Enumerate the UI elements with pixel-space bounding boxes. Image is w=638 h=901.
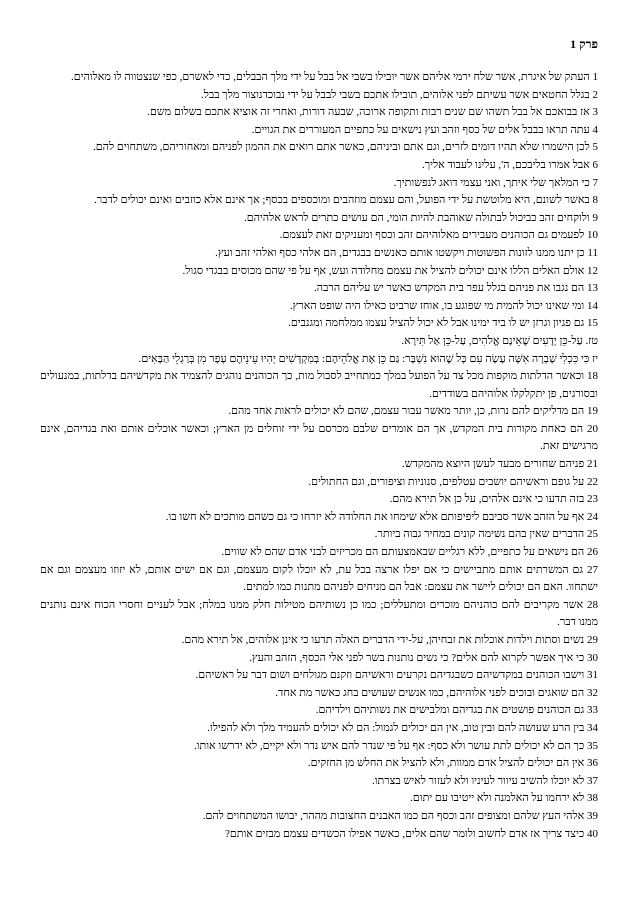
verse-number: 7 [592,176,598,189]
verse-text: עתה תראו בבבל אלים של כסף וזהב ועץ נישאים על כתפיים המעוררים את הגויים. [251,123,590,136]
verse-number: 6 [592,158,598,171]
verse-number: 19 [587,405,598,418]
verse-text: בין הרע שעושה להם ובין טוב, אין הם יכולים לגמול: הם לא יכולים להעמיד מלך ולא להפילו. [207,721,585,734]
verse [40,351,598,369]
verse-text: גם המשרתים אותם מתביישים כי אם יפלו ארצה בכל עת, לא יוכלו לקום מעצמם, וגם אם ישים אותם, לא יזוזו מעצמם וגם אם ישתחוו. האם הם יכולים ליישר את עצמם: אבל הם מניחים לפניהם מתנות כמו למתים. [40,563,598,594]
verse-number: 31 [587,669,598,682]
verse-text: גם הכוהנים פושטים את בגדיהם ומלבישים את נשותיהם וילדיהם. [315,704,585,717]
verse [40,738,598,756]
verse [40,456,598,474]
verse-number: 3 [592,106,598,119]
verse [40,632,598,650]
verse [40,526,598,544]
verse [40,491,598,509]
verse-number: 24 [587,510,598,523]
verse-number: 37 [587,774,598,787]
verse-list [40,69,598,843]
verse [40,210,598,228]
verse-text: בגלל החטאים אשר עשיתם לפני אלוהים, תובילו אתכם בשבי לבבל על ידי נבוכדנוצור מלך בבל. [201,88,590,101]
verse-number: 20 [587,422,598,435]
verse-number: 23 [587,493,598,506]
verse-text: כן יתנו ממנו לזונות הפשוטות ויקשטו אותם כאנשים בבגדים, הם אלהי כסף ואלהי זהב ועץ. [215,246,585,259]
verse-text: הם מדליקים להם נרות, כן, יותר מאשר עבור עצמם, שהם לא יכולים לראות אחד מהם. [228,405,585,418]
verse [40,544,598,562]
verse-text: אבל אמרו בליבכם, ה', עלינו לעבוד אליך. [421,158,590,171]
verse [40,280,598,298]
verse [40,685,598,703]
verse-number: 28 [587,598,599,611]
verse-number: 5 [592,141,598,154]
verse-text: הם שואגים ובוכים לפני אלוהיהם, כמו אנשים שעושים בחג כאשר מת אחד. [275,686,585,699]
verse-number: 38 [587,792,598,805]
verse [40,773,598,791]
verse-number: 32 [587,686,598,699]
verse-text: אז בבואכם אל בבל תשהו שם שנים רבות ותקופה ארוכה, שבעה דורות, ואחרי זה אוציא אתכם בשלום משם. [147,106,590,119]
verse-number: 29 [587,634,598,646]
verse-text: כי המלאך שלי איתך, ואני עצמי דואג לנפשותיך. [393,176,590,189]
verse-text: הם נגבו את פניהם בגלל עפר בית המקדש כאשר יש עליהם הרבה. [314,282,585,295]
verse-number: יז [592,352,598,365]
verse [40,333,598,351]
verse [40,790,598,808]
verse [40,403,598,421]
verse-number: 40 [587,827,598,840]
verse [40,562,598,597]
verse [40,421,598,456]
verse-number: 21 [587,458,598,471]
verse [40,104,598,122]
verse-text: כיצד צריך אז אדם לחשוב ולומר שהם אלים, כאשר אפילו הכשדים עצמם מבזים אותם? [225,827,585,840]
verse [40,175,598,193]
verse [40,245,598,263]
verse-number: 1 [592,71,598,83]
verse-number: 15 [587,317,598,330]
verse-number: 11 [587,246,598,259]
verse-text: וכאשר הדלתות מוקפות מכל צד על הפועל במלך כמתחייב לסבול מות, כך הכוהנים נוהגים להצמיד את מקדשיהם בדלתות, במנעולים ובסורגים, פן יתקלקלו אלוהיהם בשודדים. [40,370,598,400]
verse-number: 18 [587,370,599,383]
verse-text: אין הם יכולים להציל אדם ממוות, ולא להציל את החלש מן החזקים. [307,757,585,770]
verse [40,702,598,720]
verse-text: אלהי העץ שלהם ומצופים זהב וכסף הם כמו האבנים החצובות מההר, יבושו המשתחוים להם. [202,809,585,822]
verse-text: כִּי כִּכְלִי שָׁבְרָה אִשָּׁה עָשָׂה עִם כָּל שֶׁהוּא נִשְׁבָּר: גַּם כֵּן אֶת אֱלֹהֵיהֶם: בְּמִקְדָּשִׁים יְהִיוּ עֵינֵיהֶם עָפָר מִן בְּרַגְלֵי הַבָּאִים. [138,352,590,365]
verse-number: 12 [587,264,598,277]
verse-text: פניהם שחורים מבעד לעשן היוצא מהמקדש. [402,458,585,471]
verse [40,227,598,245]
verse-text: כי איך אפשר לקרוא להם אלים? כי נשים נותנות בשר לפני אלי הכסף, הזהב והעץ. [249,651,585,664]
verse [40,474,598,492]
verse-text: העתק של איגרת, אשר שלח ירמי אליהם אשר יובילו בשבי אל בבל על ידי מלך הבבלים, כדי לאשרם, כפי שנצטווה לו מאלוהים. [70,71,590,83]
verse-number: טז. [585,334,598,347]
verse [40,650,598,668]
verse-number: 2 [592,88,598,101]
verse-text: ולוקחים זהב כביכול לבתולה שאוהבת להיות הומי, הם עושים כתרים לראש אלהיהם. [243,211,590,224]
verse [40,826,598,844]
verse [40,157,598,175]
verse [40,667,598,685]
verse [40,192,598,210]
verse [40,368,598,403]
verse [40,315,598,333]
verse-text: אולם האלים הללו אינם יכולים להציל את עצמם מחלודה ועש, אף על פי שהם מכוסים בבגדי סגול. [182,264,585,277]
verse-text: גם פגיון וגרזן יש לו ביד ימינו אבל לא יכול להציל עצמו ממלחמה ומגנבים. [288,317,585,330]
chapter-title: פרק 1 [570,37,598,51]
verse [40,263,598,281]
verse [40,139,598,157]
verse-text: לפעמים גם הכוהנים מעבירים מאלוהיהם זהב וכסף ומעניקים זאת לעצמם. [279,229,585,242]
verse-number: 34 [587,721,598,734]
verse-text: באשר לשונם, היא מלוטשת על ידי הפועל, והם עצמם מוזהבים ומוכספים בכסף; אך אינם אלא כוזבים ואינם יכולים לדבר. [93,194,590,207]
verse-text: ומי שאינו יכול להמית מי שפוגע בו, אוחז שרביט כאילו היה שופט הארץ. [289,299,585,312]
verse-number: 13 [587,282,598,295]
verse [40,298,598,316]
verse-number: 8 [592,194,598,207]
verse-text: על גופם וראשיהם יושבים עטלפים, סנוניות וציפורים, וגם החתולים. [308,475,585,488]
verse-number: 33 [587,704,598,717]
verse-number: 26 [587,546,598,559]
verse-text: עַל-כֵּן יְדָעִים שֶׁאֵינָם אֱלֹהִים, עַל-כֵּן אַל תִּירָא. [401,334,583,347]
verse-number: 35 [587,739,598,752]
verse-text: הדברים שאין בהם נשימה קונים במחיר גבוה ביותר. [374,528,585,541]
verse [40,808,598,826]
verse-text: אשר מקריבים להם כוהניהם מוכרים ומתעללים; כמו כן נשותיהם מטילות חלק ממנו במלח; אבל לעניים וחסרי הכוח אינם נותנים ממנו דבר. [40,598,598,629]
verse-text: כך הם לא יכולים לתת עושר ולא כסף: אף על פי שנדר להם איש נדר ולא יקיים, לא ידרשו אותו. [193,739,585,752]
verse-number: 4 [592,123,598,136]
verse-text: הם כאחת מקורות בית המקדש, אך הם אומרים שלבם מכרסם על ידי זוחלים מן הארץ; וכאשר אוכלים אותם ואת בגדיהם, אינם מרגישים זאת. [40,422,598,453]
verse [40,755,598,773]
verse-number: 30 [587,651,598,664]
verse-number: 25 [587,528,598,541]
verse-number: 39 [587,809,598,822]
verse [40,597,598,632]
verse-text: לא יוכלו להשיב עיוור לעיניו ולא לעזור לאיש בצרתו. [371,774,585,787]
verse [40,87,598,105]
verse-text: אף על הזהב אשר סביבם ליפיפותם אלא שימחו את החלודה לא יזרחו כי גם כשהם מותכים לא חשו בו. [165,510,585,523]
verse [40,509,598,527]
verse-text: לא ירחמו על האלמנה ולא ייטיבו עם יתום. [410,792,585,805]
verse [40,720,598,738]
verse-text: לכן הישמרו שלא תהיו דומים לזרים, וגם אתם וביניהם, כאשר אתם רואים את ההמון לפניהם ומאחוריהם, משתחוים להם. [93,141,590,154]
verse-number: 27 [587,563,598,576]
verse-number: 36 [587,757,598,770]
verse-number: 14 [587,299,598,312]
verse-text: הם נישאים על כתפיים, ללא רגליים שבאמצעותם הם מכריזים לבני אדם שהם לא שווים. [221,546,585,559]
verse-text: בזה תדעו כי אינם אלהים, על כן אל תירא מהם. [389,493,585,506]
verse-text: נשים וסתות וילדות אוכלות את זבחיהן, על-ידי הדברים האלה תדעו כי אינן אלוהים, אל תירא מהם. [181,634,585,646]
verse-text: וישבו הכוהנים במקדשיהם כשבגדיהם נקרעים וראשיהם וזקנם מגולחים ושום דבר על ראשיהם. [195,669,585,682]
verse-number: 22 [587,475,598,488]
verse-number: 10 [587,229,598,242]
verse [40,69,598,87]
verse [40,122,598,140]
verse-number: 9 [592,211,598,224]
